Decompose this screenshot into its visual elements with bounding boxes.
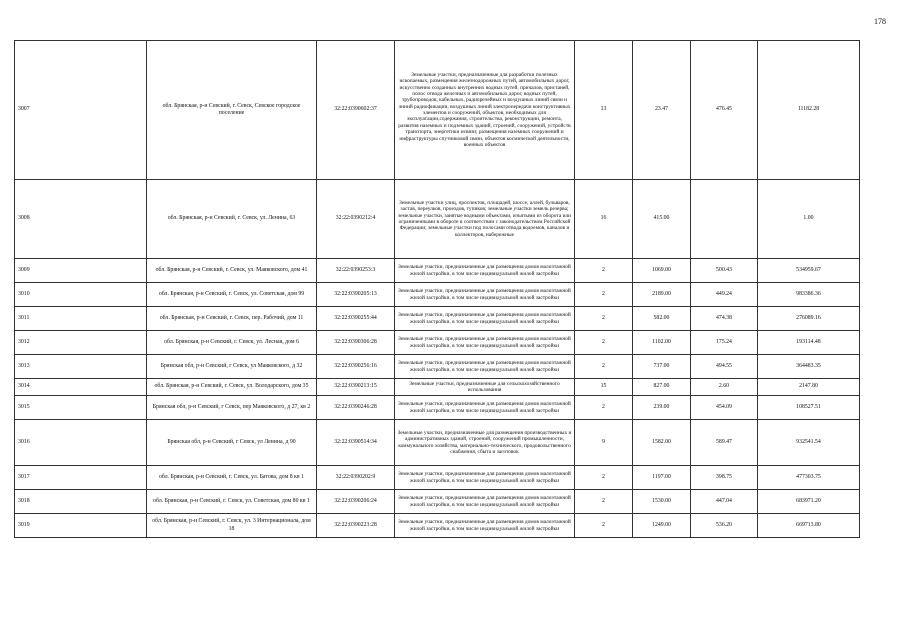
- table-row: [15, 283, 860, 307]
- row-group: 2: [575, 466, 633, 490]
- row-number: 3007: [15, 41, 147, 180]
- row-cadastral-number: 32:22:0390255:44: [317, 307, 395, 331]
- row-cadastral-value: 193114.48: [758, 331, 860, 355]
- row-group: 2: [575, 514, 633, 538]
- row-land-use: Земельные участки, предназначенные для размещения домов малоэтажной жилой застройки, в том числе индивидуальной жилой застройки: [395, 514, 575, 538]
- row-cadastral-number: 32:22:0390202:9: [317, 466, 395, 490]
- row-specific-value: 494.55: [691, 355, 758, 379]
- row-number: 3014: [15, 379, 147, 396]
- row-specific-value: 449.24: [691, 283, 758, 307]
- row-number: 3009: [15, 259, 147, 283]
- table-row: [15, 259, 860, 283]
- row-number: 3018: [15, 490, 147, 514]
- row-number: 3019: [15, 514, 147, 538]
- row-land-use: Земельные участки, предназначенные для размещения домов малоэтажной жилой застройки, в том числе индивидуальной жилой застройки: [395, 307, 575, 331]
- row-address: обл. Брянская, р-н Севский, г. Севск, ул. Маяковского, дом 41: [147, 259, 317, 283]
- row-land-use: Земельные участки, предназначенные для размещения домов малоэтажной жилой застройки, в том числе индивидуальной жилой застройки: [395, 396, 575, 420]
- table-row: [15, 307, 860, 331]
- row-cadastral-value: 534959.67: [758, 259, 860, 283]
- row-area: 582.00: [633, 307, 691, 331]
- row-address: обл. Брянская, р-н Севский, г. Севск, пер. Рабочий, дом 11: [147, 307, 317, 331]
- cadastral-value-table: [14, 40, 860, 538]
- row-area: 1249.00: [633, 514, 691, 538]
- row-area: 737.00: [633, 355, 691, 379]
- row-land-use: Земельные участки улиц, проспектов, площадей, шоссе, аллей, бульваров, застав, переулков, проездов, тупиков; земельные участки земель резерва; земельные участки, занятые водными объектами, изъятыми из оборота или ограниченными в обороте в соответствии с законодательством Российской Федерации; земельные участки под полосами отвода водоемов, каналов и коллекторов, набережные: [395, 180, 575, 259]
- table-row: [15, 420, 860, 466]
- row-group: 2: [575, 396, 633, 420]
- row-cadastral-number: 32:22:0390223:28: [317, 514, 395, 538]
- row-specific-value: 589.47: [691, 420, 758, 466]
- row-cadastral-number: 32:22:0390306:28: [317, 331, 395, 355]
- row-group: 16: [575, 180, 633, 259]
- row-group: 15: [575, 379, 633, 396]
- row-address: обл. Брянская, р-н Севский, г. Севск, ул. Батова, дом 8 кв 1: [147, 466, 317, 490]
- table-row: [15, 355, 860, 379]
- table-row: [15, 41, 860, 180]
- row-specific-value: [691, 180, 758, 259]
- row-specific-value: 175.24: [691, 331, 758, 355]
- row-area: 2189.00: [633, 283, 691, 307]
- row-address: обл. Брянская, р-н Севский, г. Севск, ул. Ленина, 63: [147, 180, 317, 259]
- row-address: обл. Брянская, р-н Севский, г. Севск, ул. 3 Интернационала, дом 18: [147, 514, 317, 538]
- table-row: [15, 331, 860, 355]
- row-cadastral-number: 32:22:0390253:3: [317, 259, 395, 283]
- row-specific-value: 536.20: [691, 514, 758, 538]
- row-group: 2: [575, 307, 633, 331]
- row-group: 2: [575, 490, 633, 514]
- row-address: обл. Брянская, р-н Севский, г. Севск, ул. Лесная, дом 6: [147, 331, 317, 355]
- row-area: 23.47: [633, 41, 691, 180]
- row-cadastral-number: 32:22:0390602:37: [317, 41, 395, 180]
- row-cadastral-value: 477303.75: [758, 466, 860, 490]
- row-cadastral-value: 2147.80: [758, 379, 860, 396]
- row-address: Брянская обл, р-н Севский, г Севск, пер Маяковского, д 27, кв 2: [147, 396, 317, 420]
- row-cadastral-number: 32:22:0390206:24: [317, 490, 395, 514]
- row-cadastral-value: 11182.28: [758, 41, 860, 180]
- row-number: 3017: [15, 466, 147, 490]
- row-address: обл. Брянская, р-н Севский, г. Севск, ул. Советская, дом 80 кв 1: [147, 490, 317, 514]
- row-specific-value: 476.45: [691, 41, 758, 180]
- row-land-use: Земельные участки, предназначенные для размещения домов малоэтажной жилой застройки, в том числе индивидуальной жилой застройки: [395, 259, 575, 283]
- row-cadastral-number: 32:22:0390212:4: [317, 180, 395, 259]
- row-area: 415.00: [633, 180, 691, 259]
- row-cadastral-number: 32:22:0390514:34: [317, 420, 395, 466]
- row-cadastral-value: 276089.16: [758, 307, 860, 331]
- row-specific-value: 2.60: [691, 379, 758, 396]
- row-specific-value: 454.09: [691, 396, 758, 420]
- row-cadastral-value: 108527.51: [758, 396, 860, 420]
- row-area: 239.00: [633, 396, 691, 420]
- row-specific-value: 398.75: [691, 466, 758, 490]
- row-specific-value: 474.38: [691, 307, 758, 331]
- table-row: [15, 490, 860, 514]
- row-address: Брянская обл, р-н Севский, г Севск, ул Маяковского, д 32: [147, 355, 317, 379]
- table-row: [15, 466, 860, 490]
- row-address: Брянская обл, р-н Севский, г Севск, ул Ленина, д 90: [147, 420, 317, 466]
- row-cadastral-number: 32:22:0390256:16: [317, 355, 395, 379]
- row-land-use: Земельные участки, предназначенные для разработки полезных ископаемых, размещения железнодорожных путей, автомобильных дорог, искусственно созданных внутренних водных путей, причалов, пристаней, полос отвода железных и автомобильных дорог, водных путей, трубопроводов, кабельных, радиорелейных и воздушных линий связи и линий радиофикации, воздушных линий электропередачи конструктивных элементов и сооружений, объектов, необходимых для эксплуатации,содержания, строительства, реконструкции, ремонта, развития наземных и подземных зданий, строений, сооружений, устройств транспорта, энергетики исвязи; размещения наземных сооружений и инфраструктуры спутниковой связи, объектов космической деятельности, военных объектов: [395, 41, 575, 180]
- row-number: 3016: [15, 420, 147, 466]
- row-cadastral-value: 683971.20: [758, 490, 860, 514]
- row-specific-value: 500.43: [691, 259, 758, 283]
- row-land-use: Земельные участки, предназначенные для размещения домов малоэтажной жилой застройки, в том числе индивидуальной жилой застройки: [395, 490, 575, 514]
- row-cadastral-value: 983386.36: [758, 283, 860, 307]
- row-specific-value: 447.04: [691, 490, 758, 514]
- row-land-use: Земельные участки, предназначенные для размещения производственных и административных зданий, строений, сооружений промышленности, коммунального хозяйства, материально-технического, продовольственного снабжения, сбыта и заготовок: [395, 420, 575, 466]
- table-row: [15, 180, 860, 259]
- row-land-use: Земельные участки, предназначенные для размещения домов малоэтажной жилой застройки, в том числе индивидуальной жилой застройки: [395, 466, 575, 490]
- row-number: 3013: [15, 355, 147, 379]
- table-row: [15, 514, 860, 538]
- row-group: 9: [575, 420, 633, 466]
- row-cadastral-number: 32:22:0390246:28: [317, 396, 395, 420]
- row-number: 3015: [15, 396, 147, 420]
- row-cadastral-value: 932541.54: [758, 420, 860, 466]
- row-land-use: Земельные участки, предназначенные для размещения домов малоэтажной жилой застройки, в том числе индивидуальной жилой застройки: [395, 331, 575, 355]
- row-land-use: Земельные участки, предназначенные для размещения домов малоэтажной жилой застройки, в том числе индивидуальной жилой застройки: [395, 283, 575, 307]
- row-area: 1197.00: [633, 466, 691, 490]
- table-body: [15, 41, 860, 538]
- row-land-use: Земельные участки, предназначенные для сельскохозяйственного использования: [395, 379, 575, 396]
- row-number: 3010: [15, 283, 147, 307]
- row-area: 1530.00: [633, 490, 691, 514]
- row-area: 827.00: [633, 379, 691, 396]
- row-group: 13: [575, 41, 633, 180]
- row-area: 1582.00: [633, 420, 691, 466]
- row-land-use: Земельные участки, предназначенные для размещения домов малоэтажной жилой застройки, в том числе индивидуальной жилой застройки: [395, 355, 575, 379]
- table-row: [15, 396, 860, 420]
- row-group: 2: [575, 259, 633, 283]
- row-group: 2: [575, 355, 633, 379]
- row-number: 3011: [15, 307, 147, 331]
- table-row: [15, 379, 860, 396]
- page-number: 178: [874, 17, 886, 26]
- row-cadastral-value: 1.00: [758, 180, 860, 259]
- row-area: 1069.00: [633, 259, 691, 283]
- row-address: обл. Брянская, р-н Севский, г. Севск, ул. Советская, дом 99: [147, 283, 317, 307]
- row-area: 1102.00: [633, 331, 691, 355]
- row-cadastral-number: 32:22:0390213:15: [317, 379, 395, 396]
- row-number: 3012: [15, 331, 147, 355]
- row-group: 2: [575, 283, 633, 307]
- row-address: обл. Брянская, р-н Севский, г. Севск, Севское городское поселение: [147, 41, 317, 180]
- row-group: 2: [575, 331, 633, 355]
- row-address: обл. Брянская, р-н Севский, г. Севск, ул. Володарского, дом 35: [147, 379, 317, 396]
- row-cadastral-value: 364483.35: [758, 355, 860, 379]
- row-cadastral-value: 669713.80: [758, 514, 860, 538]
- row-cadastral-number: 32:22:0390205:13: [317, 283, 395, 307]
- row-number: 3008: [15, 180, 147, 259]
